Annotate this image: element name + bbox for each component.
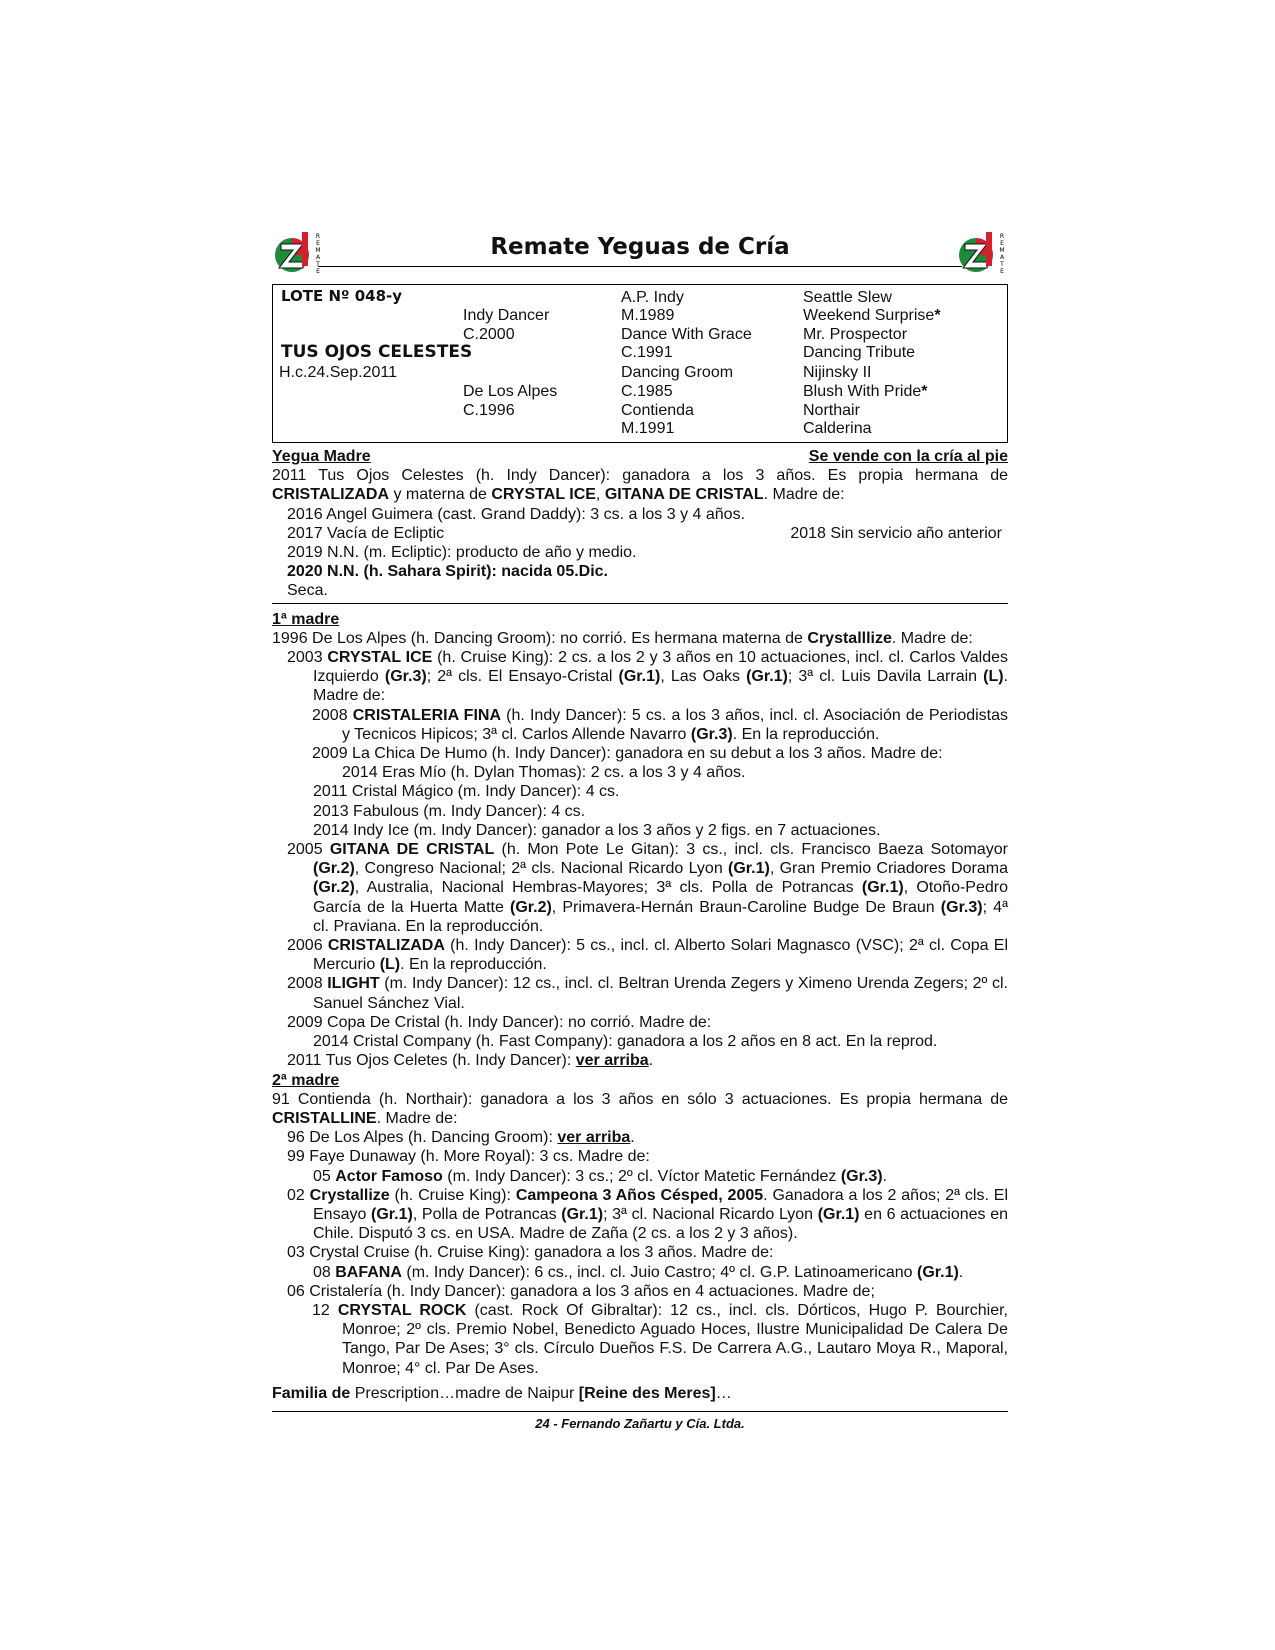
svg-text:T: T bbox=[1000, 261, 1004, 268]
zz-remates-logo-right bbox=[956, 228, 1008, 276]
horse-info: H.c.24.Sep.2011 bbox=[279, 364, 398, 381]
star-mark: * bbox=[921, 383, 928, 400]
star-mark: * bbox=[934, 307, 941, 324]
lote-number: LOTE Nº 048-y bbox=[281, 287, 403, 305]
grandparent-4-info: M.1991 bbox=[621, 420, 675, 437]
produce-entry: 2014 Indy Ice (m. Indy Dancer): ganador a los 3 años y 2 figs. en 7 actuaciones. bbox=[313, 821, 881, 839]
svg-text:E: E bbox=[316, 240, 320, 247]
sale-note: Se vende con la cría al pie bbox=[808, 448, 1008, 465]
produce-entry: 02 Crystallize (h. Cruise King): Campeona 3 Años Césped, 2005. Ganadora a los 2 años; 2ª cls. El Ensayo (Gr.1), Polla de Potrancas (Gr.1); 3ª cl. Nacional Ricardo Lyon (Gr.1) en 6 actuaciones en Chile. Disputó 3 cs. en USA. Madre de Zaña (2 cs. a los 2 y 3 años). bbox=[287, 1186, 1009, 1243]
produce-entry: 05 Actor Famoso (m. Indy Dancer): 3 cs.; 2º cl. Víctor Matetic Fernández (Gr.3). bbox=[313, 1167, 888, 1185]
great-grandparent-8: Calderina bbox=[803, 420, 872, 437]
produce-line: 2016 Angel Guimera (cast. Grand Daddy): 3 cs. a los 3 y 4 años. bbox=[287, 505, 746, 523]
grandparent-1: A.P. Indy bbox=[621, 289, 684, 306]
segunda-madre-section bbox=[272, 1071, 1008, 1378]
produce-entry: 2013 Fabulous (m. Indy Dancer): 4 cs. bbox=[313, 802, 586, 820]
produce-entry: 2011 Cristal Mágico (m. Indy Dancer): 4 cs. bbox=[313, 783, 620, 801]
page-footer: 24 - Fernando Zañartu y Cía. Ltda. bbox=[535, 1415, 745, 1431]
segunda-madre-intro: 91 Contienda (h. Northair): ganadora a los 3 años en sólo 3 actuaciones. Es propia hermana de CRISTALLINE. Madre de: bbox=[272, 1090, 1008, 1127]
produce-entry: 2011 Tus Ojos Celetes (h. Indy Dancer): ver arriba. bbox=[287, 1052, 654, 1070]
produce-entry: 2009 La Chica De Humo (h. Indy Dancer): ganadora en su debut a los 3 años. Madre de: bbox=[312, 745, 943, 763]
produce-entry: 2014 Eras Mío (h. Dylan Thomas): 2 cs. a los 3 y 4 años. bbox=[342, 764, 746, 782]
grandparent-3-info: C.1985 bbox=[621, 383, 673, 400]
svg-text:T: T bbox=[316, 261, 320, 268]
pedigree-box bbox=[272, 284, 1008, 443]
svg-text:M: M bbox=[315, 247, 321, 254]
produce-entry: 2014 Cristal Company (h. Fast Company): ganadora a los 2 años en 8 act. En la reprod. bbox=[313, 1033, 938, 1051]
familia-line: Familia de Prescription…madre de Naipur [Reine des Meres]… bbox=[272, 1384, 732, 1402]
great-grandparent-2: Weekend Surprise* bbox=[803, 307, 941, 324]
section-divider bbox=[272, 603, 1008, 604]
produce-line: 2017 Vacía de Ecliptic 2018 Sin servicio año anterior bbox=[287, 524, 1002, 542]
dam-info: C.1996 bbox=[463, 402, 515, 419]
produce-entry: 06 Cristalería (h. Indy Dancer): ganadora a los 3 años en 4 actuaciones. Madre de; bbox=[287, 1282, 875, 1300]
grandparent-2: Dance With Grace bbox=[621, 326, 752, 343]
great-grandparent-7: Northair bbox=[803, 402, 860, 419]
primera-madre-intro: 1996 De Los Alpes (h. Dancing Groom): no corrió. Es hermana materna de Crystalllize. Madre de: bbox=[272, 629, 973, 647]
primera-madre-heading: 1ª madre bbox=[272, 610, 340, 628]
svg-text:A: A bbox=[315, 254, 321, 261]
great-grandparent-3: Mr. Prospector bbox=[803, 326, 908, 343]
produce-entry: 96 De Los Alpes (h. Dancing Groom): ver arriba. bbox=[287, 1129, 635, 1147]
page-header bbox=[272, 228, 1008, 282]
page bbox=[272, 228, 1008, 1431]
page-title: Remate Yeguas de Cría bbox=[490, 234, 790, 260]
dam-name: De Los Alpes bbox=[463, 383, 558, 400]
svg-text:E: E bbox=[1000, 268, 1004, 275]
produce-entry: 2003 CRYSTAL ICE (h. Cruise King): 2 cs. a los 2 y 3 años en 10 actuaciones, incl. cl. Carlos Valdes Izquierdo (Gr.3); 2ª cls. El Ensayo-Cristal (Gr.1), Las Oaks (Gr.1); 3ª cl. Luis Davila Larrain (L). Madre de: bbox=[287, 649, 1009, 705]
grandparent-3: Dancing Groom bbox=[621, 364, 734, 381]
ver-arriba-link[interactable]: ver arriba bbox=[557, 1129, 631, 1147]
produce-entry: 2006 CRISTALIZADA (h. Indy Dancer): 5 cs., incl. cl. Alberto Solari Magnasco (VSC); 2ª cl. Copa El Mercurio (L). En la reproducción. bbox=[287, 937, 1008, 974]
produce-entry: 12 CRYSTAL ROCK (cast. Rock Of Gibraltar): 12 cs., incl. cls. Dórticos, Hugo P. Bourchier, Monroe; 2º cls. Premio Nobel, Benedicto Aguado Hoces, Ilustre Municipalidad De Calera De Tango, Par De Ases; 3° cls. Círculo Dueños F.S. De Carrera A.G., Lautaro Moya R., Maporal, Monroe; 4° cl. Par De Ases. bbox=[312, 1301, 1008, 1377]
great-grandparent-1: Seattle Slew bbox=[803, 289, 892, 306]
produce-entry: 2008 ILIGHT (m. Indy Dancer): 12 cs., incl. cl. Beltran Urenda Zegers y Ximeno Urenda Zegers; 2º cl. Sanuel Sánchez Vial. bbox=[287, 975, 1009, 1012]
produce-entry: 2008 CRISTALERIA FINA (h. Indy Dancer): 5 cs. a los 3 años, incl. cl. Asociación de Periodistas y Tecnicos Hipicos; 3ª cl. Carlos Allende Navarro (Gr.3). En la reproducción. bbox=[312, 706, 1009, 743]
grandparent-1-info: M.1989 bbox=[621, 307, 675, 324]
svg-text:E: E bbox=[316, 268, 320, 275]
footer-rule bbox=[272, 1411, 1008, 1412]
svg-text:M: M bbox=[999, 247, 1005, 254]
produce-entry: 2005 GITANA DE CRISTAL (h. Mon Pote Le Gitan): 3 cs., incl. cls. Francisco Baeza Sotomayor (Gr.2), Congreso Nacional; 2ª cls. Nacional Ricardo Lyon (Gr.1), Gran Premio Criadores Dorama (Gr.2), Australia, Nacional Hembras-Mayores; 3ª cls. Polla de Potrancas (Gr.1), Otoño-Pedro García de la Huerta Matte (Gr.2), Primavera-Hernán Braun-Caroline Budge De Braun (Gr.3); 4ª cl. Praviana. En la reproducción. bbox=[287, 841, 1008, 935]
produce-entry: 2009 Copa De Cristal (h. Indy Dancer): no corrió. Madre de: bbox=[287, 1013, 712, 1031]
grandparent-4: Contienda bbox=[621, 402, 694, 419]
ver-arriba-link[interactable]: ver arriba bbox=[575, 1052, 649, 1070]
great-grandparent-6: Blush With Pride* bbox=[803, 383, 928, 400]
segunda-madre-heading: 2ª madre bbox=[272, 1071, 340, 1089]
svg-text:E: E bbox=[1000, 240, 1004, 247]
produce-line: 2020 N.N. (h. Sahara Spirit): nacida 05.Dic. bbox=[287, 563, 608, 581]
yegua-madre-intro: 2011 Tus Ojos Celestes (h. Indy Dancer): ganadora a los 3 años. Es propia hermana de CRISTALIZADA y materna de CRYSTAL ICE, GITANA DE CRISTAL. Madre de: bbox=[272, 467, 1008, 504]
yegua-madre-heading: Yegua Madre bbox=[272, 448, 371, 465]
great-grandparent-4: Dancing Tribute bbox=[803, 344, 916, 361]
sire-info: C.2000 bbox=[463, 326, 515, 343]
produce-entry: 08 BAFANA (m. Indy Dancer): 6 cs., incl. cl. Juio Castro; 4º cl. G.P. Latinoamericano (Gr.1). bbox=[313, 1263, 964, 1281]
primera-madre-section bbox=[272, 610, 1008, 1071]
sire-name: Indy Dancer bbox=[463, 307, 550, 324]
great-grandparent-5: Nijinsky II bbox=[803, 364, 872, 381]
horse-name: TUS OJOS CELESTES bbox=[281, 342, 473, 362]
logo-text-r: R bbox=[315, 233, 321, 240]
produce-line: Seca. bbox=[287, 582, 328, 600]
produce-entry: 99 Faye Dunaway (h. More Royal): 3 cs. Madre de: bbox=[287, 1148, 650, 1166]
svg-text:A: A bbox=[999, 254, 1005, 261]
yegua-madre-section bbox=[272, 447, 1008, 601]
grandparent-2-info: C.1991 bbox=[621, 344, 673, 361]
svg-text:R: R bbox=[999, 233, 1005, 240]
produce-entry: 03 Crystal Cruise (h. Cruise King): ganadora a los 3 años. Madre de: bbox=[287, 1244, 774, 1262]
produce-line: 2019 N.N. (m. Ecliptic): producto de año y medio. bbox=[287, 544, 637, 562]
header-rule bbox=[318, 266, 962, 267]
